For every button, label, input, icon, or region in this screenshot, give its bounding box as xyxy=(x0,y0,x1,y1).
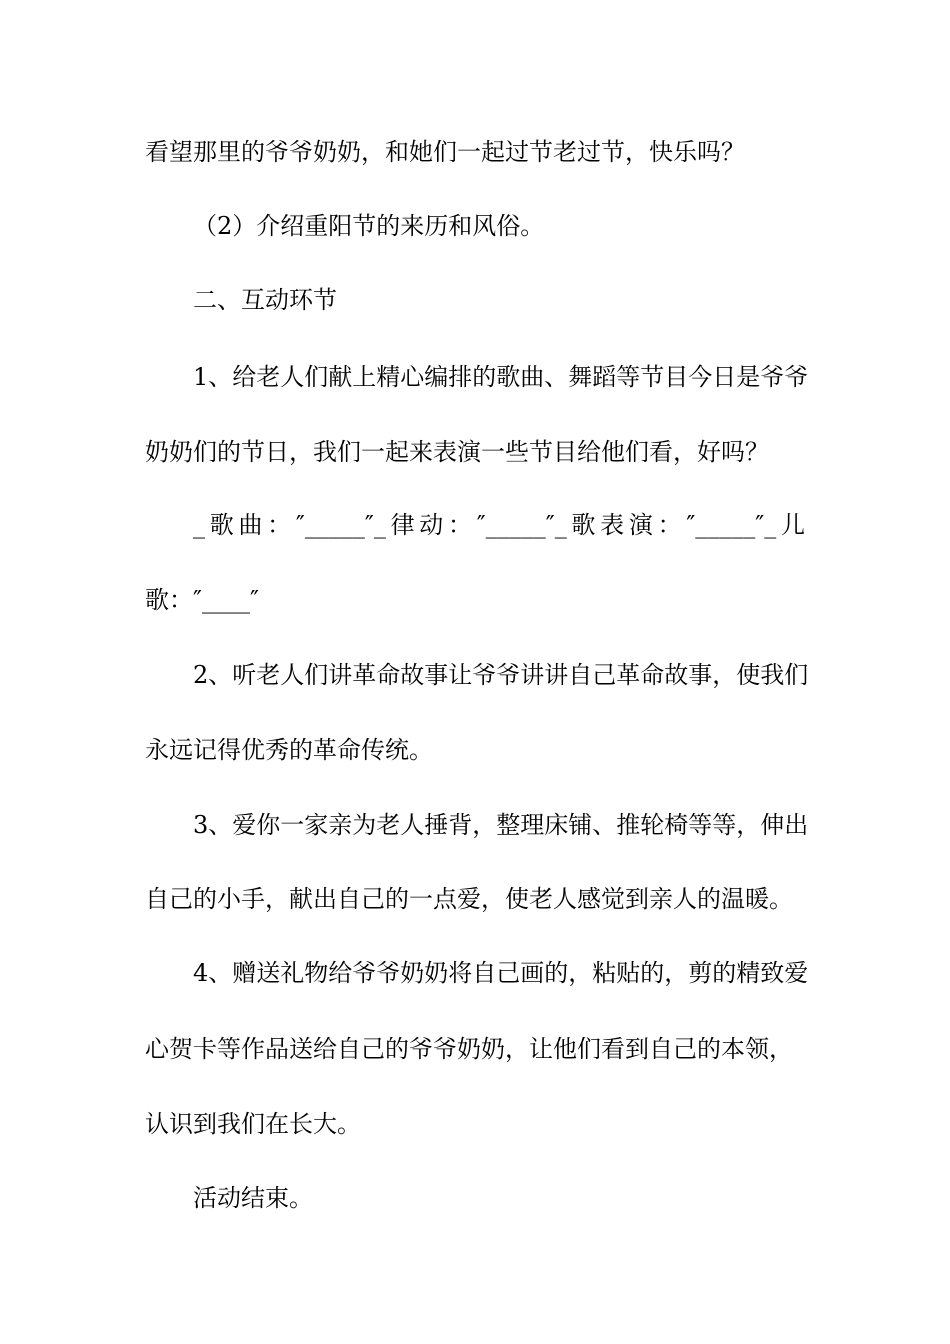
section-heading: 二、互动环节 xyxy=(193,286,337,314)
text-line-9: 永远记得优秀的革命传统。 xyxy=(145,736,433,764)
text-line-7: 歌：″____″ xyxy=(145,586,259,614)
text-line-13: 心贺卡等作品送给自己的爷爷奶奶，让他们看到自己的本领， xyxy=(145,1035,793,1063)
text-line-14: 认识到我们在长大。 xyxy=(145,1110,361,1138)
text-line-12: 4、赠送礼物给爷爷奶奶将自己画的，粘贴的，剪的精致爱 xyxy=(193,959,809,987)
text-line-8: 2、听老人们讲革命故事让爷爷讲讲自己革命故事，使我们 xyxy=(193,661,809,689)
text-line-10: 3、爱你一家亲为老人捶背，整理床铺、推轮椅等等，伸出 xyxy=(193,811,809,839)
text-line-4: 1、给老人们献上精心编排的歌曲、舞蹈等节目今日是爷爷 xyxy=(193,363,809,391)
text-line-2: （2）介绍重阳节的来历和风俗。 xyxy=(193,212,545,240)
text-line-1: 看望那里的爷爷奶奶，和她们一起过节老过节，快乐吗？ xyxy=(145,138,745,166)
text-line-5: 奶奶们的节日，我们一起来表演一些节目给他们看，好吗？ xyxy=(145,438,769,466)
text-line-15: 活动结束。 xyxy=(193,1184,313,1212)
text-line-11: 自己的小手，献出自己的一点爱，使老人感觉到亲人的温暖。 xyxy=(145,885,793,913)
text-line-6: _歌曲：″_____″_律动：″_____″_歌表演：″_____″_儿 xyxy=(193,511,805,539)
